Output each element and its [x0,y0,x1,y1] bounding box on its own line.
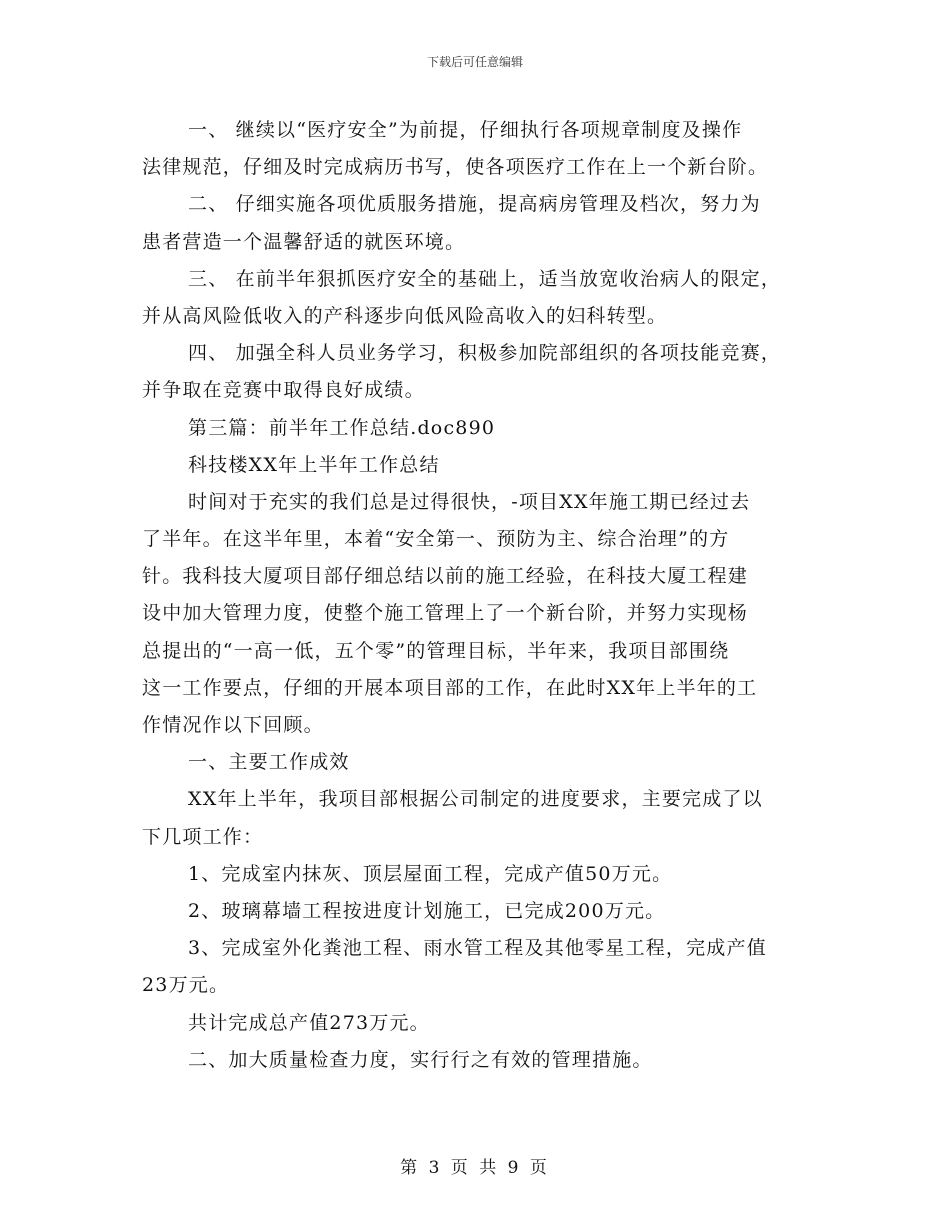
text-line: 科技楼XX年上半年工作总结 [188,453,440,476]
page-footer: 第 3 页 共 9 页 [400,1158,550,1178]
text-line: 第三篇：前半年工作总结.doc890 [188,416,496,439]
text-line: 一、主要工作成效 [188,751,350,774]
text-line: 患者营造一个温馨舒适的就医环境。 [142,230,466,253]
text-line: 三、 在前半年狠抓医疗安全的基础上，适当放宽收治病人的限定， [188,267,782,290]
page-header: 下载后可任意编辑 [426,55,523,69]
text-line: 了半年。在这半年里，本着“安全第一、预防为主、综合治理”的方 [142,528,730,551]
text-line: 1、完成室内抹灰、顶层屋面工程，完成产值50万元。 [188,862,673,885]
text-line: 并争取在竞赛中取得良好成绩。 [142,379,425,402]
text-line: 23万元。 [142,974,230,997]
text-line: 针。我科技大厦项目部仔细总结以前的施工经验，在科技大厦工程建 [142,565,749,588]
text-line: 一、 继续以“医疗安全”为前提，仔细执行各项规章制度及操作 [188,119,743,141]
text-line: 二、 仔细实施各项优质服务措施，提高病房管理及档次，努力为 [188,193,761,216]
text-line: 二、加大质量检查力度，实行行之有效的管理措施。 [188,1048,653,1071]
text-line: 时间对于充实的我们总是过得很快，-项目XX年施工期已经过去 [188,490,751,513]
text-line: 总提出的“一高一低，五个零”的管理目标，半年来，我项目部围绕 [142,639,730,662]
text-line: 设中加大管理力度，使整个施工管理上了一个新台阶，并努力实现杨 [142,602,749,625]
text-line: 3、完成室外化粪池工程、雨水管工程及其他零星工程，完成产值 [188,937,767,960]
text-line: 四、 加强全科人员业务学习，积极参加院部组织的各项技能竞赛， [188,342,782,365]
text-line: 作情况作以下回顾。 [142,714,324,736]
text-line: 下几项工作： [142,825,264,848]
text-line: 并从高风险低收入的产科逐步向低风险高收入的妇科转型。 [142,304,668,327]
text-line: XX年上半年，我项目部根据公司制定的进度要求，主要完成了以 [188,788,763,811]
text-line: 这一工作要点，仔细的开展本项目部的工作，在此时XX年上半年的工 [142,676,758,699]
document-body [142,112,822,1079]
text-line: 2、玻璃幕墙工程按进度计划施工，已完成200万元。 [188,899,666,922]
text-line: 共计完成总产值273万元。 [188,1011,430,1034]
text-line: 法律规范，仔细及时完成病历书写，使各项医疗工作在上一个新台阶。 [142,156,769,179]
